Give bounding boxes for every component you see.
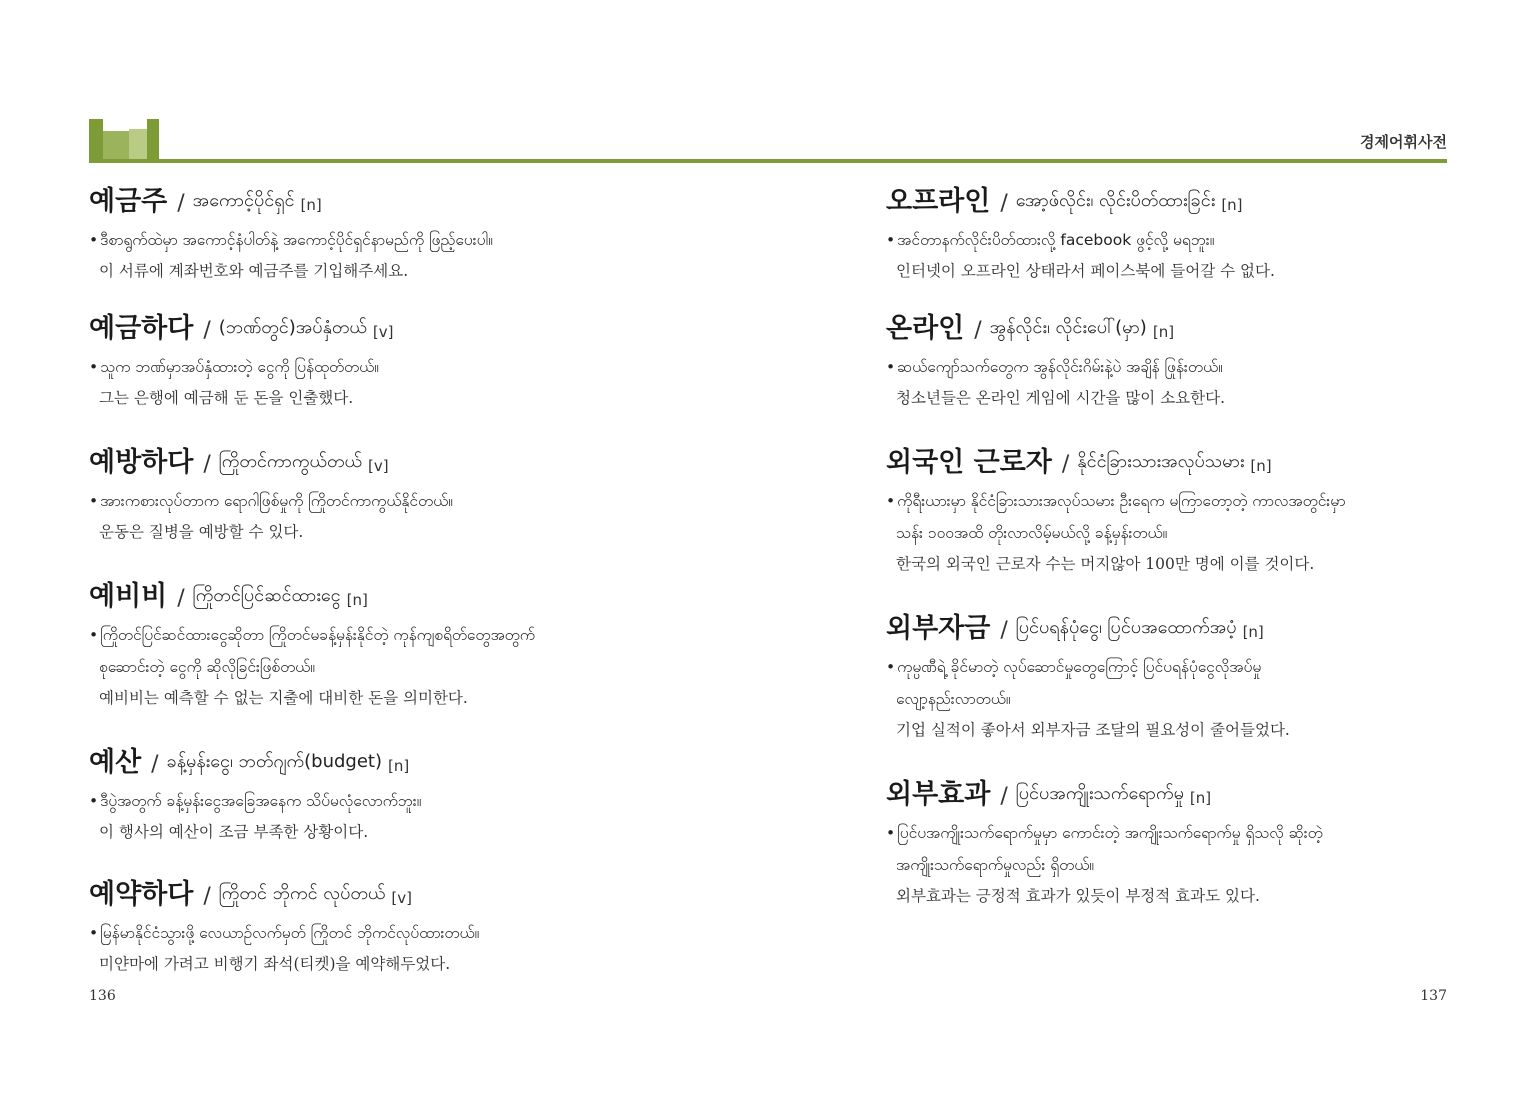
example-myanmar-text: အားကစားလုပ်တာက ရောဂါဖြစ်မှုကို ကြိုတင်ကာကွယ်နိုင်တယ်။ xyxy=(100,492,453,510)
headword: 외국인 근로자 xyxy=(886,447,1052,478)
part-of-speech: [v] xyxy=(368,457,389,475)
headword: 예금주 xyxy=(89,186,168,217)
example-myanmar xyxy=(886,485,1466,517)
left-page-column xyxy=(89,170,729,983)
entry-headline xyxy=(89,731,729,779)
headword: 외부자금 xyxy=(886,613,991,644)
bullet: • xyxy=(89,231,99,249)
dictionary-entry xyxy=(89,565,729,731)
bullet: • xyxy=(89,492,99,510)
example-myanmar-text: ဆယ်ကျော်သက်တွေက အွန်လိုင်းဂိမ်းနဲ့ပဲ အချိန် ဖြုန်းတယ်။ xyxy=(897,358,1223,376)
gloss: (ဘဏ်တွင်)အပ်နှံတယ် xyxy=(218,317,367,338)
headword: 예비비 xyxy=(89,581,168,612)
gloss: အွန်လိုင်း၊ လိုင်းပေါ်(မှာ) xyxy=(989,317,1147,338)
part-of-speech: [n] xyxy=(1189,789,1212,807)
example-myanmar xyxy=(89,485,729,517)
bullet: • xyxy=(886,824,896,842)
part-of-speech: [n] xyxy=(346,591,368,609)
separator: / xyxy=(177,191,185,216)
example-myanmar xyxy=(886,651,1466,683)
headword: 온라인 xyxy=(886,313,965,344)
gloss: နိုင်ငံခြားသားအလုပ်သမား xyxy=(1077,451,1245,472)
example-myanmar-text: မြန်မာနိုင်ငံသွားဖို့ လေယာဉ်လက်မှတ် ကြိုတင် ဘိုကင်လုပ်ထားတယ်။ xyxy=(100,924,480,942)
example-korean: 기업 실적이 좋아서 외부자금 조달의 필요성이 줄어들었다. xyxy=(896,721,1290,739)
example-myanmar xyxy=(886,351,1466,383)
separator: / xyxy=(203,884,211,909)
example-myanmar-text: ဒီစာရွက်ထဲမှာ အကောင့်နံပါတ်နဲ့ အကောင့်ပိုင်ရှင်နာမည်ကို ဖြည့်ပေးပါ။ xyxy=(100,231,493,249)
example-myanmar-text: ဒီပွဲအတွက် ခန့်မှန်းငွေအခြေအနေက သိပ်မလုံလောက်ဘူး။ xyxy=(100,792,422,810)
bullet: • xyxy=(886,231,896,249)
entry-headline xyxy=(89,297,729,345)
bullet: • xyxy=(89,924,99,942)
entry-headline xyxy=(89,565,729,613)
headword: 예산 xyxy=(89,747,142,778)
example-myanmar-text: ကုမ္ပဏီရဲ့ ခိုင်မာတဲ့ လုပ်ဆောင်မှုတွေကြောင့် ပြင်ပရန်ပုံငွေလိုအပ်မှု xyxy=(897,658,1262,676)
separator: / xyxy=(1000,784,1008,809)
separator: / xyxy=(1000,618,1008,643)
gloss: ခန့်မှန်းငွေ၊ ဘတ်ဂျက်(budget) xyxy=(166,751,382,772)
dictionary-entry xyxy=(89,863,729,983)
entry-headline xyxy=(886,297,1466,345)
gloss: ကြိုတင်ပြင်ဆင်ထားငွေ xyxy=(192,585,341,606)
example-korean: 인터넷이 오프라인 상태라서 페이스북에 들어갈 수 없다. xyxy=(896,262,1275,280)
example-myanmar-text: ကိုရီးယားမှာ နိုင်ငံခြားသားအလုပ်သမား ဦးရေက မကြာတော့တဲ့ ကာလအတွင်းမှာ xyxy=(897,492,1346,510)
right-page-column xyxy=(886,170,1466,913)
entry-headline xyxy=(89,863,729,911)
headword: 외부효과 xyxy=(886,779,991,810)
separator: / xyxy=(1000,191,1008,216)
part-of-speech: [n] xyxy=(1250,457,1272,475)
headword: 예방하다 xyxy=(89,447,194,478)
separator: / xyxy=(203,318,211,343)
dictionary-entry xyxy=(89,431,729,565)
bullet: • xyxy=(89,792,99,810)
entry-headline xyxy=(89,170,729,218)
example-myanmar-text: ကြိုတင်ပြင်ဆင်ထားငွေဆိုတာ ကြိုတင်မခန့်မှန်းနိုင်တဲ့ ကုန်ကျစရိတ်တွေအတွက် xyxy=(100,626,535,644)
entry-headline xyxy=(89,431,729,479)
example-myanmar xyxy=(89,785,729,817)
entry-headline xyxy=(886,597,1466,645)
gloss: ပြင်ပရန်ပုံငွေ၊ ပြင်ပအထောက်အပံ့ xyxy=(1015,617,1237,638)
example-korean: 미얀마에 가려고 비행기 좌석(티켓)을 예약해두었다. xyxy=(99,955,451,973)
header-decoration xyxy=(89,119,161,159)
header-rule xyxy=(89,159,1447,163)
entry-headline xyxy=(886,763,1466,811)
part-of-speech: [n] xyxy=(300,196,322,214)
part-of-speech: [n] xyxy=(1221,196,1243,214)
example-myanmar-continued: အကျိုးသက်ရောက်မှုလည်း ရှိတယ်။ xyxy=(896,856,1094,874)
bullet: • xyxy=(886,358,896,376)
dictionary-entry xyxy=(886,763,1466,913)
example-korean: 청소년들은 온라인 게임에 시간을 많이 소요한다. xyxy=(896,389,1226,407)
example-myanmar-text: ပြင်ပအကျိုးသက်ရောက်မှုမှာ ကောင်းတဲ့ အကျိုးသက်ရောက်မှု ရှိသလို ဆိုးတဲ့ xyxy=(897,824,1323,842)
example-korean: 예비비는 예측할 수 없는 지출에 대비한 돈을 의미한다. xyxy=(99,689,468,707)
separator: / xyxy=(203,452,211,477)
example-korean: 한국의 외국인 근로자 수는 머지않아 100만 명에 이를 것이다. xyxy=(896,555,1315,573)
example-myanmar xyxy=(886,224,1466,256)
separator: / xyxy=(1061,452,1070,477)
dictionary-entry xyxy=(886,297,1466,431)
headword: 예금하다 xyxy=(89,313,194,344)
part-of-speech: [n] xyxy=(1242,623,1264,641)
separator: / xyxy=(177,586,185,611)
example-myanmar xyxy=(89,917,729,949)
separator: / xyxy=(151,752,159,777)
headword: 예약하다 xyxy=(89,879,194,910)
example-myanmar xyxy=(886,817,1466,849)
example-myanmar-continued: လျော့နည်းလာတယ်။ xyxy=(896,690,1011,708)
page-number-left: 136 xyxy=(89,988,116,1004)
example-myanmar-text: အင်တာနက်လိုင်းပိတ်ထားလို့ facebook ဖွင့်လို့ မရဘူး။ xyxy=(897,231,1215,249)
book-title: 경제어휘사전 xyxy=(1360,133,1447,151)
bullet: • xyxy=(886,492,896,510)
example-korean: 이 행사의 예산이 조금 부족한 상황이다. xyxy=(99,823,369,841)
dictionary-entry xyxy=(89,731,729,863)
headword: 오프라인 xyxy=(886,186,991,217)
page-number-right: 137 xyxy=(1420,988,1447,1004)
dictionary-entry xyxy=(89,297,729,431)
example-korean: 운동은 질병을 예방할 수 있다. xyxy=(99,523,304,541)
example-korean: 외부효과는 긍정적 효과가 있듯이 부정적 효과도 있다. xyxy=(896,887,1260,905)
example-myanmar-continued: သန်း ၁၀၀အထိ တိုးလာလိမ့်မယ်လို့ ခန့်မှန်းတယ်။ xyxy=(896,524,1168,542)
gloss: ကြိုတင်ကာကွယ်တယ် xyxy=(218,451,362,472)
gloss: အော့ဖ်လိုင်း၊ လိုင်းပိတ်ထားခြင်း xyxy=(1015,190,1216,211)
example-korean: 이 서류에 계좌번호와 예금주를 기입해주세요. xyxy=(99,262,409,280)
dictionary-entry xyxy=(886,170,1466,297)
bullet: • xyxy=(89,358,99,376)
bullet: • xyxy=(89,626,99,644)
entry-headline xyxy=(886,170,1466,218)
example-korean: 그는 은행에 예금해 둔 돈을 인출했다. xyxy=(99,389,354,407)
example-myanmar xyxy=(89,351,729,383)
gloss: ပြင်ပအကျိုးသက်ရောက်မှု xyxy=(1015,783,1184,804)
gloss: အကောင့်ပိုင်ရှင် xyxy=(192,190,295,211)
dictionary-entry xyxy=(886,431,1466,597)
gloss: ကြိုတင် ဘိုကင် လုပ်တယ် xyxy=(218,883,386,904)
bullet: • xyxy=(886,658,896,676)
example-myanmar-continued: စုဆောင်းတဲ့ ငွေကို ဆိုလိုခြင်းဖြစ်တယ်။ xyxy=(99,658,315,676)
separator: / xyxy=(974,318,982,343)
part-of-speech: [n] xyxy=(388,757,410,775)
example-myanmar xyxy=(89,619,729,651)
part-of-speech: [v] xyxy=(391,889,413,907)
part-of-speech: [n] xyxy=(1152,323,1175,341)
dictionary-entry xyxy=(89,170,729,297)
example-myanmar-text: သူက ဘဏ်မှာအပ်နှံထားတဲ့ ငွေကို ပြန်ထုတ်တယ်။ xyxy=(100,358,379,376)
dictionary-entry xyxy=(886,597,1466,763)
part-of-speech: [v] xyxy=(372,323,394,341)
entry-headline xyxy=(886,431,1466,479)
example-myanmar xyxy=(89,224,729,256)
